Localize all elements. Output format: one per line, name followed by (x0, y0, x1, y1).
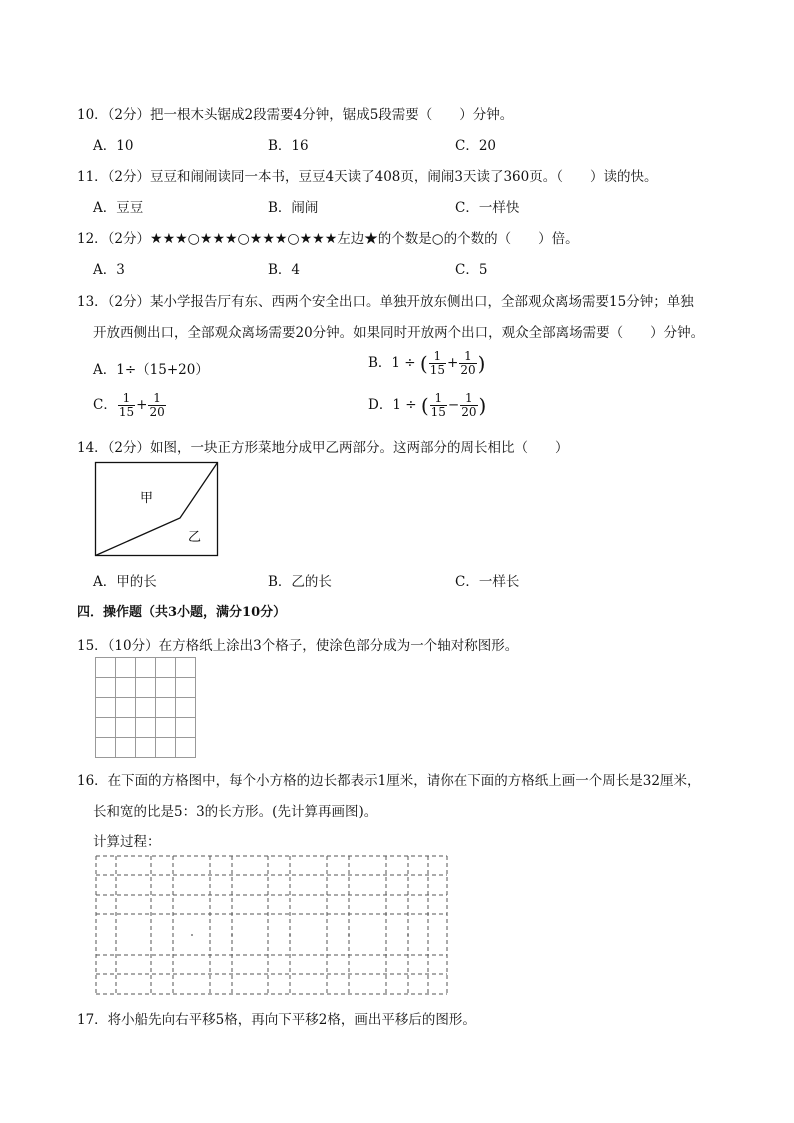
q10-option-b: B．16 (268, 138, 309, 154)
q10-stem: 10．（2分）把一根木头锯成2段需要4分钟，锯成5段需要（ ）分钟。 (77, 107, 514, 123)
q12-suffix: 左边★的个数是○的个数的（ ）倍。 (337, 231, 579, 247)
q13-option-a: A．1÷（15+20） (93, 362, 209, 378)
fraction-1-15: $\frac{1}{15}$ (430, 391, 446, 419)
calculation-label: 计算过程： (93, 834, 161, 850)
paren-open: ( (420, 393, 429, 418)
q14-option-a: A．甲的长 (93, 574, 157, 590)
fraction-1-15: $\frac{1}{15}$ (429, 349, 446, 377)
q12-prefix: 12．（2分） (77, 231, 151, 247)
q13-option-b (368, 350, 485, 377)
q12-option-c: C．5 (455, 262, 488, 278)
fraction-1-20: $\frac{1}{20}$ (149, 391, 165, 419)
paren-close: ) (477, 351, 486, 376)
q12-option-a: A．3 (93, 262, 125, 278)
q14-stem: 14．（2分）如图，一块正方形菜地分成甲乙两部分。这两部分的周长相比（ ） (77, 440, 569, 456)
q13-option-d-label: D．1 ÷ (368, 397, 417, 413)
paren-open: ( (419, 351, 428, 376)
fraction-1-20: $\frac{1}{20}$ (460, 349, 476, 377)
paren-close: ) (478, 393, 487, 418)
q11-option-b: B．闹闹 (268, 200, 319, 216)
section-4-heading: 四．操作题（共3小题，满分10分） (77, 605, 287, 620)
q10-option-c: C．20 (455, 138, 497, 154)
q11-stem: 11．（2分）豆豆和闹闹读同一本书，豆豆4天读了408页，闹闹3天读了360页。（ ）读的快。 (77, 169, 658, 185)
q15-stem: 15．（10分）在方格纸上涂出3个格子，使涂色部分成为一个轴对称图形。 (77, 638, 519, 654)
q13-stem-line1: 13．（2分）某小学报告厅有东、西两个安全出口。单独开放东侧出口，全部观众离场需要15分钟；单独 (77, 294, 694, 310)
q11-option-c: C．一样快 (455, 200, 520, 216)
q11-option-a: A．豆豆 (93, 200, 144, 216)
q16-stem-line2: 长和宽的比是5：3的长方形。(先计算再画图)。 (93, 804, 378, 820)
q12-stem (77, 227, 579, 247)
q16-stem-line1: 16．在下面的方格图中，每个小方格的边长都表示1厘米，请你在下面的方格纸上画一个周长是32厘米， (77, 773, 701, 789)
fraction-1-20: $\frac{1}{20}$ (461, 391, 477, 419)
label-yi: 乙 (188, 530, 202, 545)
q13-option-c (93, 392, 167, 419)
label-jia: 甲 (140, 491, 154, 506)
star-circle-pattern: ★★★○★★★○★★★○★★★ (150, 231, 338, 247)
q14-option-c: C．一样长 (455, 574, 520, 590)
dashed-grid (95, 855, 449, 997)
plus-sign: + (447, 355, 459, 371)
q13-stem-line2: 开放西侧出口，全部观众离场需要20分钟。如果同时开放两个出口，观众全部离场需要（ ）分钟。 (93, 325, 705, 341)
square-grid-5x5 (95, 657, 196, 758)
plus-sign: + (136, 397, 148, 413)
q13-option-c-label: C． (93, 397, 117, 413)
q13-option-b-label: B．1 ÷ (368, 355, 416, 371)
q14-option-b: B．乙的长 (268, 574, 332, 590)
q13-option-d (368, 392, 486, 419)
square-field-diagram (94, 461, 220, 557)
fraction-1-15: $\frac{1}{15}$ (118, 391, 135, 419)
q12-option-b: B．4 (268, 262, 301, 278)
q17-stem: 17．将小船先向右平移5格，再向下平移2格，画出平移后的图形。 (77, 1012, 476, 1028)
q10-option-a: A．10 (93, 138, 134, 154)
minus-sign: − (447, 397, 460, 413)
